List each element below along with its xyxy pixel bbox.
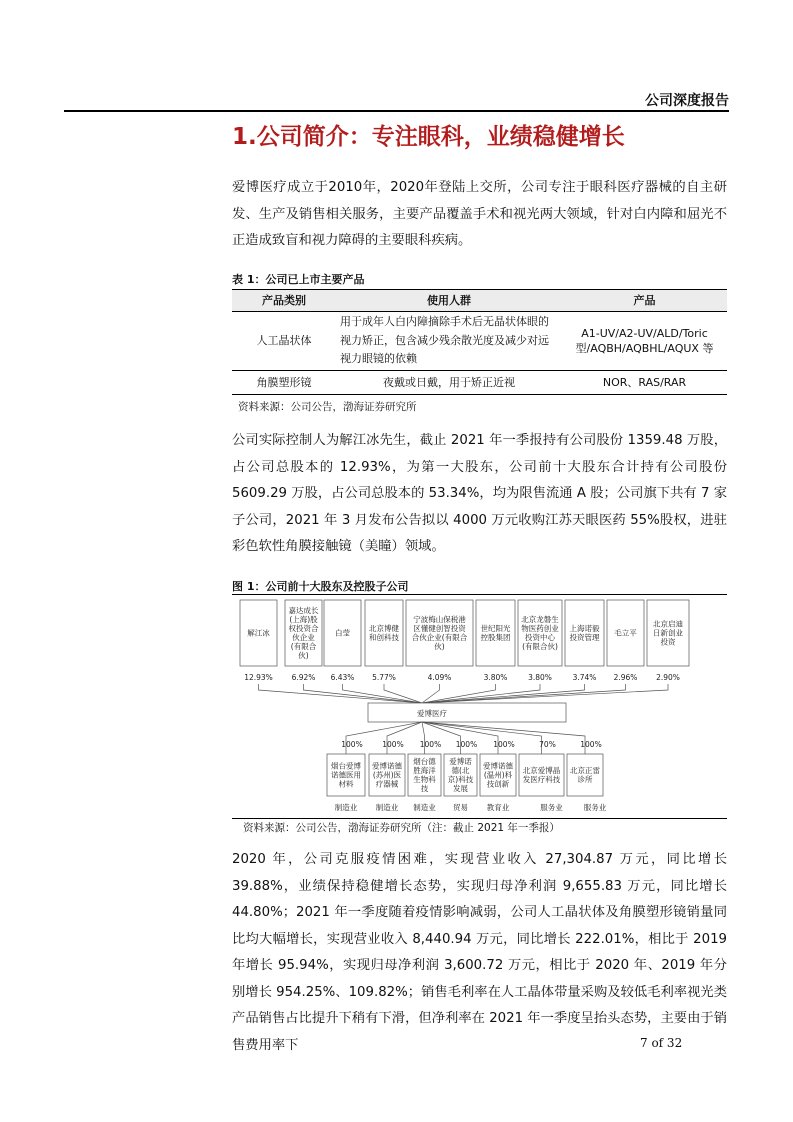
subsidiary-industry: 制造业 [413,803,436,812]
shareholder-percentage: 6.92% [291,673,316,682]
page-number: 7 of 32 [640,1036,683,1050]
performance-paragraph: 2020 年，公司克服疫情困难，实现营业收入 27,304.87 万元，同比增长 39.88%，业绩保持稳健增长态势，实现归母净利润 9,655.83 万元，同比增长 44.80%；2021 年一季度随着疫情影响减弱，公司人工晶状体及角膜塑形镜销量同比均大幅增长，实现营业收入 8,440.94 万元，同比增长 222.01%，相比于 2019 年增长 95.94%，实现归母净利润 3,600.72 万元，相比于 2020 年、2019 年分别增长 954.25%、109.82%；销售毛利率在人工晶体带量采购及较低毛利率视光类产品销售占比提升下稍有下滑，但净利率在 2021 年一季度呈抬头态势，主要由于销售费用率下 [232,852,727,1053]
shareholder-name: 毛立平 [614,628,637,638]
products-table [232,289,727,395]
shareholder-structure-diagram [232,596,727,818]
shareholder-percentage: 4.09% [427,673,452,682]
row-product: A1-UV/A2-UV/ALD/Toric 型/AQBH/AQBHL/AQUX 等 [562,312,727,371]
shareholder-name: 上海诺毅 [569,624,600,633]
subsidiary-name: 技创新 [486,779,510,789]
subsidiary-name: 发医疗科技 [522,775,561,784]
subsidiary-name: 诊所 [577,775,593,784]
shareholder-percentage: 2.96% [613,673,638,682]
subsidiary-industry: 服务业 [583,803,607,812]
table-row [232,370,727,394]
figure-top-divider [232,594,727,595]
subsidiary-percentage: 100% [455,740,478,749]
subsidiary-name: 生物科 [413,775,436,784]
subsidiary-percentage: 100% [493,740,515,749]
shareholder-name: 控股集团 [480,633,511,642]
header-divider [64,110,729,112]
shareholder-percentage: 3.80% [483,673,508,682]
shareholder-name: 北京博健 [369,624,399,633]
subsidiary-industry: 制造业 [334,803,358,812]
subsidiary-industry: 教育业 [486,803,510,812]
shareholder-percentage: 12.93% [244,673,273,682]
shareholder-percentage: 3.74% [572,673,597,682]
figure-source: 资料来源：公司公告，渤海证券研究所（注：截止 2021 年一季报） [243,822,560,834]
subsidiary-name: 京)科技 [447,775,474,784]
shareholder-name: 北京龙磐生 [521,615,559,624]
subsidiary-percentage: 100% [580,740,602,749]
shareholder-name: 日新创业 [653,628,683,638]
shareholder-name: 权投资合 [288,624,319,633]
subsidiary-industry: 制造业 [375,803,399,812]
subsidiary-percentage: 70% [539,740,556,749]
shareholder-name: 解江冰 [247,628,270,638]
table-row [232,312,727,371]
shareholder-name: 世纪阳光 [480,624,511,633]
subsidiary-name: 爱博诺德 [372,761,402,771]
shareholder-percentage: 3.80% [528,673,552,682]
shareholder-name: (有限合伙) [522,642,558,651]
subsidiary-name: 技 [420,784,429,793]
shareholder-percentage: 6.43% [330,673,355,682]
shareholder-name: 合伙企业(有限合 [411,633,468,642]
subsidiary-name: 烟台爱博 [331,761,361,771]
header-category: 产品类别 [232,290,336,312]
subsidiary-percentage: 100% [382,740,404,749]
subsidiary-industry: 服务业 [540,803,563,812]
subsidiary-percentage: 100% [341,740,363,749]
row-product: NOR、RAS/RAR [562,370,727,394]
header-product: 产品 [562,290,727,312]
shareholder-name: 伙) [298,651,309,660]
shareholder-percentage: 2.90% [656,673,680,682]
company-name: 爱博医疗 [417,709,447,718]
section-title: 1.公司简介：专注眼科，业绩稳健增长 [232,124,625,150]
shareholder-percentage: 5.77% [372,673,396,682]
subsidiary-name: 德(北 [451,766,470,775]
connector-line [422,722,425,754]
connector-line [387,722,422,754]
shareholder-name: 宁波梅山保税港 [413,615,466,624]
figure-caption: 图 1：公司前十大股东及控股子公司 [232,580,409,593]
subsidiary-name: 爱博诺德 [483,761,513,771]
connector-line [419,722,461,754]
subsidiary-name: 诺德医用 [331,770,361,780]
row-category: 人工晶状体 [232,312,336,371]
shareholder-name: 北京启迪 [653,619,683,629]
shareholder-name: (上海)股 [289,615,318,624]
subsidiary-name: (苏州)医 [372,770,402,780]
shareholder-paragraph: 公司实际控制人为解江冰先生，截止 2021 年一季报持有公司股份 1359.48 万股，占公司总股本的 12.93%，为第一大股东，公司前十大股东合计持有公司股份5609.29 万股，占公司总股本的 53.34%，均为限售流通 A 股；公司旗下共有 7 家子公司，2021 年 3 月发布公告拟以 4000 万元收购江苏天眼医药 55%股权，进驻彩色软性角膜接触镜（美瞳）领域。 [232,433,727,554]
shareholder-name: 投资管理 [569,633,600,642]
shareholder-name: 区懂健创智投资 [413,624,466,633]
table-header-row [232,290,727,312]
subsidiary-name: 胜海洋 [413,766,436,775]
connector-line [422,684,626,703]
shareholder-name: 投资 [660,637,676,647]
shareholder-name: 和创科技 [369,633,399,642]
report-type-label: 公司深度报告 [645,93,729,109]
shareholder-name: 投资中心 [525,633,555,642]
shareholder-name: 白莹 [335,628,350,638]
shareholder-name: 嘉达成长 [288,606,319,615]
subsidiary-name: 烟台德 [413,757,436,766]
row-users: 夜戴或日戴，用于矫正近视 [336,370,562,394]
subsidiary-name: 发展 [453,784,468,793]
figure-bottom-divider [232,818,727,819]
intro-paragraph: 爱博医疗成立于2010年，2020年登陆上交所，公司专注于眼科医疗器械的自主研发、生产及销售相关服务，主要产品覆盖手术和视光两大领域，针对白内障和屈光不正造成致盲和视力障碍的主要眼科疾病。 [232,180,727,248]
subsidiary-name: 北京正雷 [570,766,600,775]
subsidiary-name: 北京爱博晶 [522,766,561,775]
company-box [368,703,566,722]
subsidiary-industry: 贸易 [453,803,468,812]
header-users: 使用人群 [336,290,562,312]
shareholder-name: 物医药创业 [521,624,559,633]
table-source: 资料来源：公司公告，渤海证券研究所 [238,401,417,413]
shareholder-name: (有限合 [290,642,317,651]
shareholder-name: 伙企业 [292,633,315,642]
table-caption: 表 1：公司已上市主要产品 [232,273,365,286]
row-users: 用于成年人白内障摘除手术后无晶状体眼的视力矫正，包含减少残余散光度及减少对远视力眼镜的依赖 [336,312,562,371]
subsidiary-name: 材料 [338,779,354,789]
subsidiary-percentage: 100% [419,740,442,749]
row-category: 角膜塑形镜 [232,370,336,394]
subsidiary-name: (温州)科 [483,770,513,780]
subsidiary-name: 爱博诺 [449,757,472,766]
shareholder-name: 伙) [434,642,445,651]
subsidiary-name: 疗器械 [375,779,399,789]
